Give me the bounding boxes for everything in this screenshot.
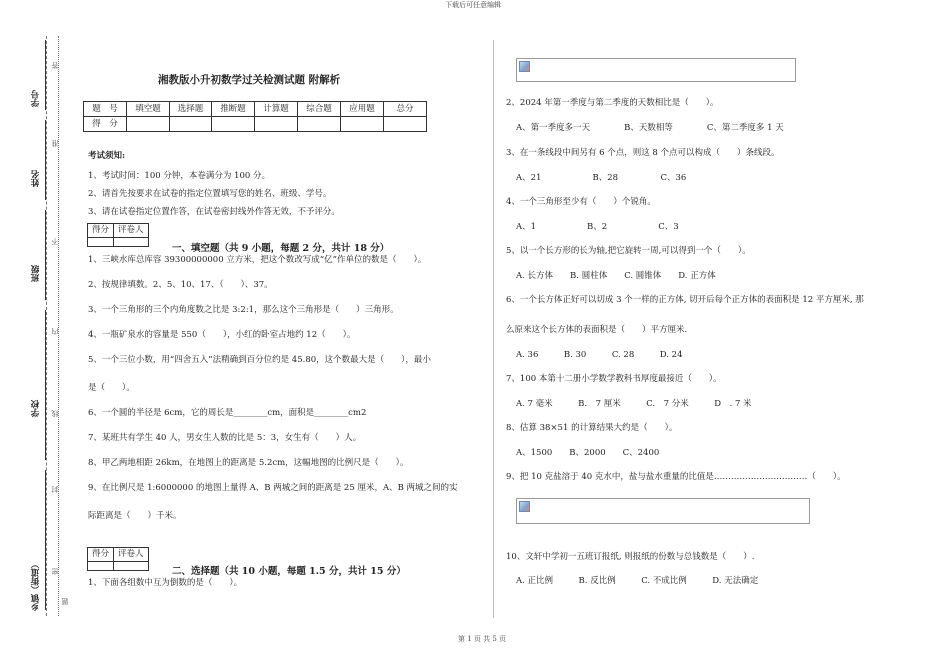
page-footer: 第 1 页 共 5 页 [458, 635, 507, 643]
notice-item: 3、请在试卷指定位置作答，在试卷密封线外作答无效，不予评分。 [88, 207, 340, 217]
broken-image-icon [519, 501, 530, 512]
option-line: A. 36 B. 30 C. 28 D. 24 [516, 350, 683, 360]
question-line: 7、某班共有学生 40 人，男女生人数的比是 5：3，女生有（ ）人。 [88, 433, 362, 443]
question-line: 2、2024 年第一季度与第二季度的天数相比是（ ）。 [506, 98, 719, 108]
question-line: 么原来这个长方体的表面积是（ ）平方厘米. [506, 325, 688, 335]
score-cell [384, 117, 427, 132]
question-line: 8、甲乙两地相距 26km，在地图上的距离是 5.2cm，这幅地图的比例尺是（ ）。 [88, 458, 409, 468]
question-line: 3、一个三角形的三个内角度数之比是 3:2:1，那么这个三角形是（ ）三角形。 [88, 305, 399, 315]
question-line: 6、一个长方体正好可以切成 3 个一样的正方体, 切开后每个正方体的表面积是 12 平方厘米, 那 [506, 295, 864, 305]
score-header-cell: 填空题 [127, 102, 170, 117]
student-id-blank [45, 40, 46, 110]
broken-image-icon [519, 61, 530, 72]
option-line: A. 长方体 B. 圆柱体 C. 圆锥体 D. 正方体 [516, 271, 716, 281]
notice-item: 1、考试时间：100 分钟，本卷满分为 100 分。 [88, 171, 270, 181]
margin-mark-zhun: 准 [51, 140, 59, 147]
option-line: A. 正比例 B. 反比例 C. 不成比例 D. 无法确定 [516, 576, 759, 586]
question-line: 10、文轩中学初一五班订报纸, 则报纸的份数与总钱数是（ ）. [506, 552, 755, 562]
grader-score-label: 得分 [88, 548, 114, 562]
score-cell [212, 117, 255, 132]
question-line: 5、一个三位小数，用“四舍五入”法精确到百分位约是 45.80，这个数最大是（ ），最小 [88, 355, 431, 365]
seal-line-inner [58, 36, 59, 616]
option-line: A、21 B、28 C、36 [516, 173, 687, 183]
score-header-cell: 选择题 [170, 102, 212, 117]
class-blank [45, 210, 46, 300]
question-line: 9、在比例尺是 1:6000000 的地图上量得 A、B 两城之间的距离是 25 厘米，A、B 两城之间的实 [88, 483, 458, 493]
section2-title: 二、选择题（共 10 小题，每题 1.5 分，共计 15 分） [172, 566, 406, 577]
question-line: 是（ ）。 [88, 383, 135, 393]
option-line: A、1500 B、2000 C、2400 [516, 448, 660, 458]
score-cell [298, 117, 341, 132]
question-line: 8、估算 38×51 的计算结果大约是（ ）。 [506, 423, 678, 433]
score-header-cell: 计算题 [255, 102, 298, 117]
section1-title: 一、填空题（共 9 小题，每题 2 分，共计 18 分） [172, 243, 390, 254]
score-cell [127, 117, 170, 132]
grader-box-1 [87, 223, 149, 247]
grader-cell [114, 562, 149, 571]
grader-cell [114, 238, 149, 247]
question-line: 2、按规律填数。2、5、10、17、（ ）、37。 [88, 280, 273, 290]
score-row-label: 得 分 [84, 117, 127, 132]
township-blank [45, 470, 46, 610]
option-line: A、1 B、2 C、3 [516, 222, 679, 232]
missing-image-box [516, 58, 796, 82]
question-line: 1、下面各组数中互为倒数的是（ ）。 [88, 578, 243, 588]
score-table [83, 101, 427, 132]
header-note: 下载后可任意编辑 [445, 1, 501, 9]
margin-mark-xian: 线 [51, 410, 59, 417]
margin-mark-da: 答 [51, 62, 59, 69]
label-name: 姓名 [31, 170, 41, 187]
question-line: 1、三峡水库总库容 39300000000 立方米，把这个数改写成“亿”作单位的数是（ ）。 [88, 255, 427, 265]
margin-mark-ti: 题 [61, 598, 69, 605]
option-line: A、第一季度多一天 B、天数相等 C、第二季度多 1 天 [516, 123, 784, 133]
margin-mark-nei: 内 [51, 328, 59, 335]
grader-cell [88, 238, 114, 247]
score-header-cell: 应用题 [341, 102, 384, 117]
score-cell [170, 117, 212, 132]
notice-item: 2、请首先按要求在试卷的指定位置填写您的姓名、班级、学号。 [88, 189, 332, 199]
question-line: 9、把 10 克盐溶于 40 克水中，盐与盐水重量的比值是……………………………（ ）。 [506, 472, 846, 482]
margin-mark-feng: 封 [51, 486, 59, 493]
grader-score-label: 得分 [88, 224, 114, 238]
notice-heading: 考试须知: [88, 151, 126, 161]
grader-reviewer-label: 评卷人 [114, 548, 149, 562]
score-header-cell: 题 号 [84, 102, 127, 117]
label-township: 乡镇（街道） [31, 560, 41, 611]
option-line: A. 7 毫米 B. 7 厘米 C. 7 分米 D . 7 米 [516, 399, 752, 409]
margin-mark-bu: 不 [51, 238, 59, 245]
score-cell [341, 117, 384, 132]
label-school: 学校 [31, 400, 41, 417]
question-line: 际距离是（ ）千米。 [88, 511, 182, 521]
question-line: 5、以一个长方形的长为轴,把它旋转一周,可以得到一个（ ）。 [506, 246, 751, 256]
school-blank [45, 310, 46, 460]
question-line: 4、一瓶矿泉水的容量是 550（ ），小红的卧室占地约 12（ ）。 [88, 330, 356, 340]
grader-box-2 [87, 547, 149, 571]
score-header-cell: 综合题 [298, 102, 341, 117]
page-title: 湘教版小升初数学过关检测试题 附解析 [158, 74, 341, 86]
column-divider [493, 40, 494, 618]
label-student-id: 学号 [31, 90, 41, 107]
seal-line [46, 36, 47, 616]
question-line: 4、一个三角形至少有（ ）个锐角。 [506, 197, 656, 207]
score-header-cell: 推断题 [212, 102, 255, 117]
name-blank [45, 120, 46, 200]
question-line: 3、在一条线段中间另有 6 个点，则这 8 个点可以构成（ ）条线段。 [506, 148, 780, 158]
score-header-cell: 总分 [384, 102, 427, 117]
label-class: 班级 [31, 265, 41, 282]
score-cell [255, 117, 298, 132]
grader-reviewer-label: 评卷人 [114, 224, 149, 238]
question-line: 7、100 本第十二册小学数学教科书厚度最接近（ ）。 [506, 374, 722, 384]
missing-image-box [516, 498, 810, 524]
margin-mark-mi: 密 [51, 568, 59, 575]
grader-cell [88, 562, 114, 571]
question-line: 6、一个圆的半径是 6cm，它的周长是________cm，面积是________cm2 [88, 408, 367, 418]
